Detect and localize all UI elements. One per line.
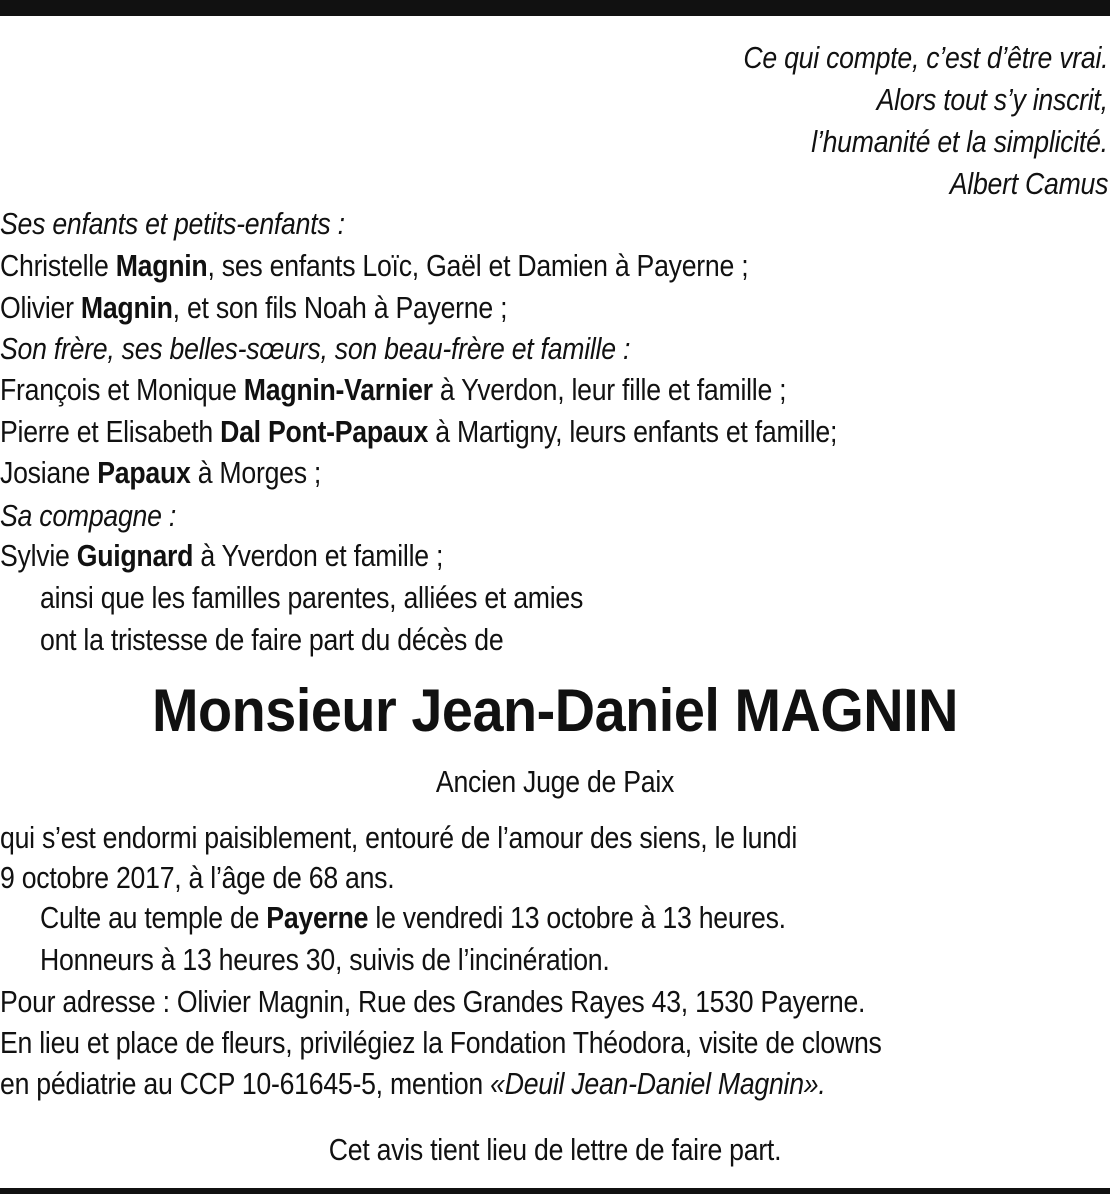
family-member — [0, 536, 443, 576]
flowers-mention: «Deuil Jean-Daniel Magnin». — [490, 1066, 826, 1101]
last-name: Guignard — [76, 538, 194, 573]
family-member — [0, 370, 786, 410]
member-details: , et son fils Noah à Payerne ; — [172, 290, 508, 325]
last-name: Magnin — [80, 290, 173, 325]
top-rule — [0, 0, 1110, 16]
service-place: Payerne — [266, 900, 369, 935]
first-name: Sylvie — [0, 538, 70, 573]
bottom-rule — [0, 1188, 1110, 1194]
partner-heading: Sa compagne : — [0, 498, 176, 533]
details-line: 9 octobre 2017, à l’âge de 68 ans. — [0, 860, 395, 895]
quote-line: Alors tout s’y inscrit, — [876, 82, 1108, 117]
quote-line: l’humanité et la simplicité. — [811, 124, 1108, 159]
first-name: Olivier — [0, 290, 74, 325]
flowers-line: En lieu et place de fleurs, privilégiez la Fondation Théodora, visite de clowns — [0, 1025, 882, 1060]
member-details: à Morges ; — [190, 455, 322, 490]
closing-line: ont la tristesse de faire part du décès de — [40, 622, 504, 657]
last-name: Dal Pont-Papaux — [220, 414, 429, 449]
quote-author: Albert Camus — [949, 166, 1108, 201]
address-line: Pour adresse : Olivier Magnin, Rue des Grandes Rayes 43, 1530 Payerne. — [0, 984, 866, 1019]
first-name: Christelle — [0, 248, 109, 283]
member-details: à Martigny, leurs enfants et famille; — [428, 414, 838, 449]
details-line: qui s’est endormi paisiblement, entouré de l’amour des siens, le lundi — [0, 820, 798, 855]
closing-line: ainsi que les familles parentes, alliées et amies — [40, 580, 584, 615]
quote-line: Ce qui compte, c’est d’être vrai. — [743, 40, 1108, 75]
member-details: à Yverdon et famille ; — [193, 538, 444, 573]
first-name: Josiane — [0, 455, 91, 490]
last-name: Magnin-Varnier — [243, 372, 433, 407]
children-heading: Ses enfants et petits-enfants : — [0, 206, 345, 241]
flowers-text: en pédiatrie au CCP 10-61645-5, mention — [0, 1066, 491, 1101]
service-text: Culte au temple de — [40, 900, 267, 935]
notice-line: Cet avis tient lieu de lettre de faire part. — [328, 1132, 782, 1167]
first-name: Pierre et Elisabeth — [0, 414, 213, 449]
family-member — [0, 246, 748, 286]
deceased-title: Ancien Juge de Paix — [435, 764, 675, 799]
family-member — [0, 288, 507, 328]
deceased-name: Monsieur Jean-Daniel MAGNIN — [152, 677, 958, 744]
member-details: à Yverdon, leur fille et famille ; — [432, 372, 787, 407]
last-name: Magnin — [115, 248, 208, 283]
service-text: le vendredi 13 octobre à 13 heures. — [368, 900, 786, 935]
siblings-heading: Son frère, ses belles-sœurs, son beau-frère et famille : — [0, 331, 631, 366]
honours-line: Honneurs à 13 heures 30, suivis de l’incinération. — [40, 942, 610, 977]
service-line — [40, 898, 786, 938]
family-member — [0, 453, 321, 493]
flowers-line — [0, 1064, 826, 1104]
member-details: , ses enfants Loïc, Gaël et Damien à Payerne ; — [207, 248, 749, 283]
last-name: Papaux — [97, 455, 191, 490]
family-member — [0, 412, 837, 452]
first-name: François et Monique — [0, 372, 237, 407]
